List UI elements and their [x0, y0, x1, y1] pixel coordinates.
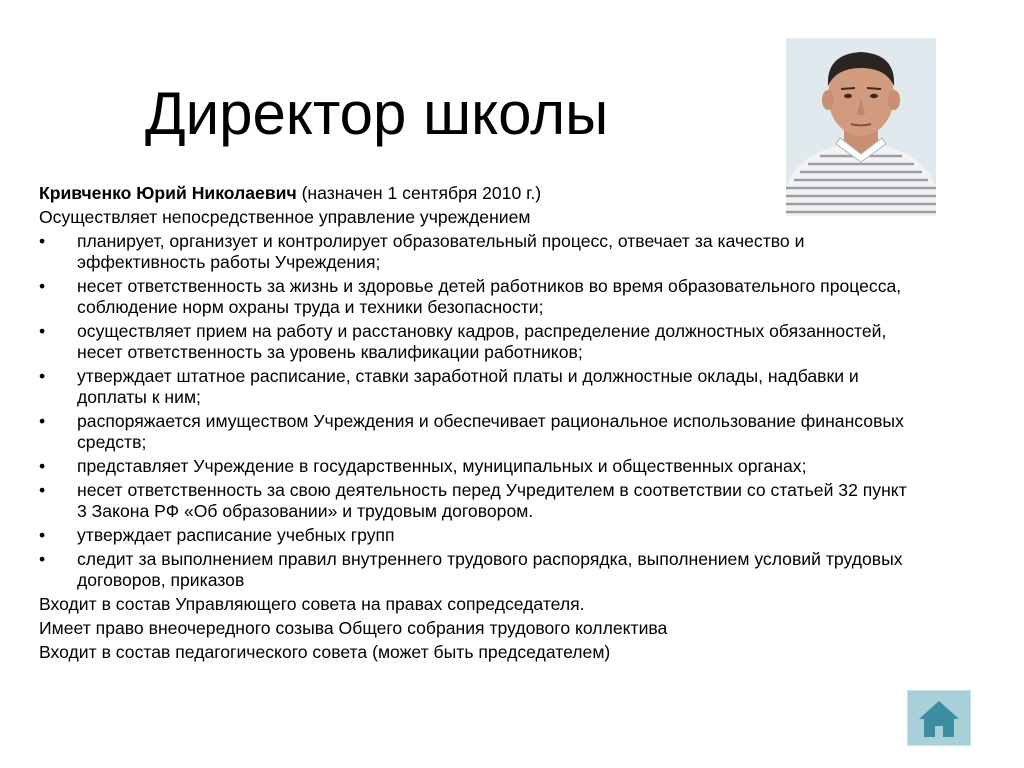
- list-item: • несет ответственность за свою деятельность перед Учредителем в соответствии со статьей 32 пункт 3 Закона РФ «Об образовании» и трудовым договором.: [39, 480, 907, 521]
- list-item: • несет ответственность за жизнь и здоровье детей работников во время образовательного процесса, соблюдение норм охраны труда и техники безопасности;: [39, 276, 902, 317]
- bullet-marker: •: [39, 276, 46, 296]
- list-item: • утверждает штатное расписание, ставки заработной платы и должностные оклады, надбавки и доплаты к ним;: [39, 366, 859, 407]
- bullet-marker: •: [39, 366, 46, 386]
- bullet-marker: •: [39, 411, 46, 431]
- content-body: [39, 183, 919, 666]
- bullet-marker: •: [39, 456, 46, 476]
- lead-text: Осуществляет непосредственное управление учреждением: [39, 207, 531, 227]
- bullet-marker: •: [39, 231, 46, 251]
- bullet-marker: •: [39, 525, 46, 545]
- page-title: Директор школы: [145, 80, 609, 147]
- list-item: • распоряжается имуществом Учреждения и обеспечивает рациональное использование финансовых средств;: [39, 411, 904, 452]
- list-item: • планирует, организует и контролирует образовательный процесс, отвечает за качество и эффективность работы Учреждения;: [39, 231, 805, 272]
- closing-line: Входит в состав педагогического совета (может быть председателем): [39, 642, 611, 662]
- list-item: • утверждает расписание учебных групп: [39, 525, 395, 545]
- bullet-marker: •: [39, 321, 46, 341]
- list-item: • осуществляет прием на работу и расстановку кадров, распределение должностных обязанностей, несет ответственность за уровень квалификации работников;: [39, 321, 887, 362]
- home-icon: [908, 691, 970, 745]
- list-item: • представляет Учреждение в государственных, муниципальных и общественных органах;: [39, 456, 807, 476]
- home-button[interactable]: [907, 690, 971, 746]
- director-name: Кривченко Юрий Николаевич: [39, 183, 297, 203]
- list-item: • следит за выполнением правил внутреннего трудового распорядка, выполнением условий трудовых договоров, приказов: [39, 549, 903, 590]
- duties-list: [39, 231, 919, 591]
- closing-line: Входит в состав Управляющего совета на правах сопредседателя.: [39, 594, 585, 614]
- director-intro: [39, 183, 919, 204]
- bullet-marker: •: [39, 549, 46, 569]
- bullet-marker: •: [39, 480, 46, 500]
- closing-line: Имеет право внеочередного созыва Общего собрания трудового коллектива: [39, 618, 668, 638]
- appointment-date: (назначен 1 сентября 2010 г.): [296, 183, 542, 203]
